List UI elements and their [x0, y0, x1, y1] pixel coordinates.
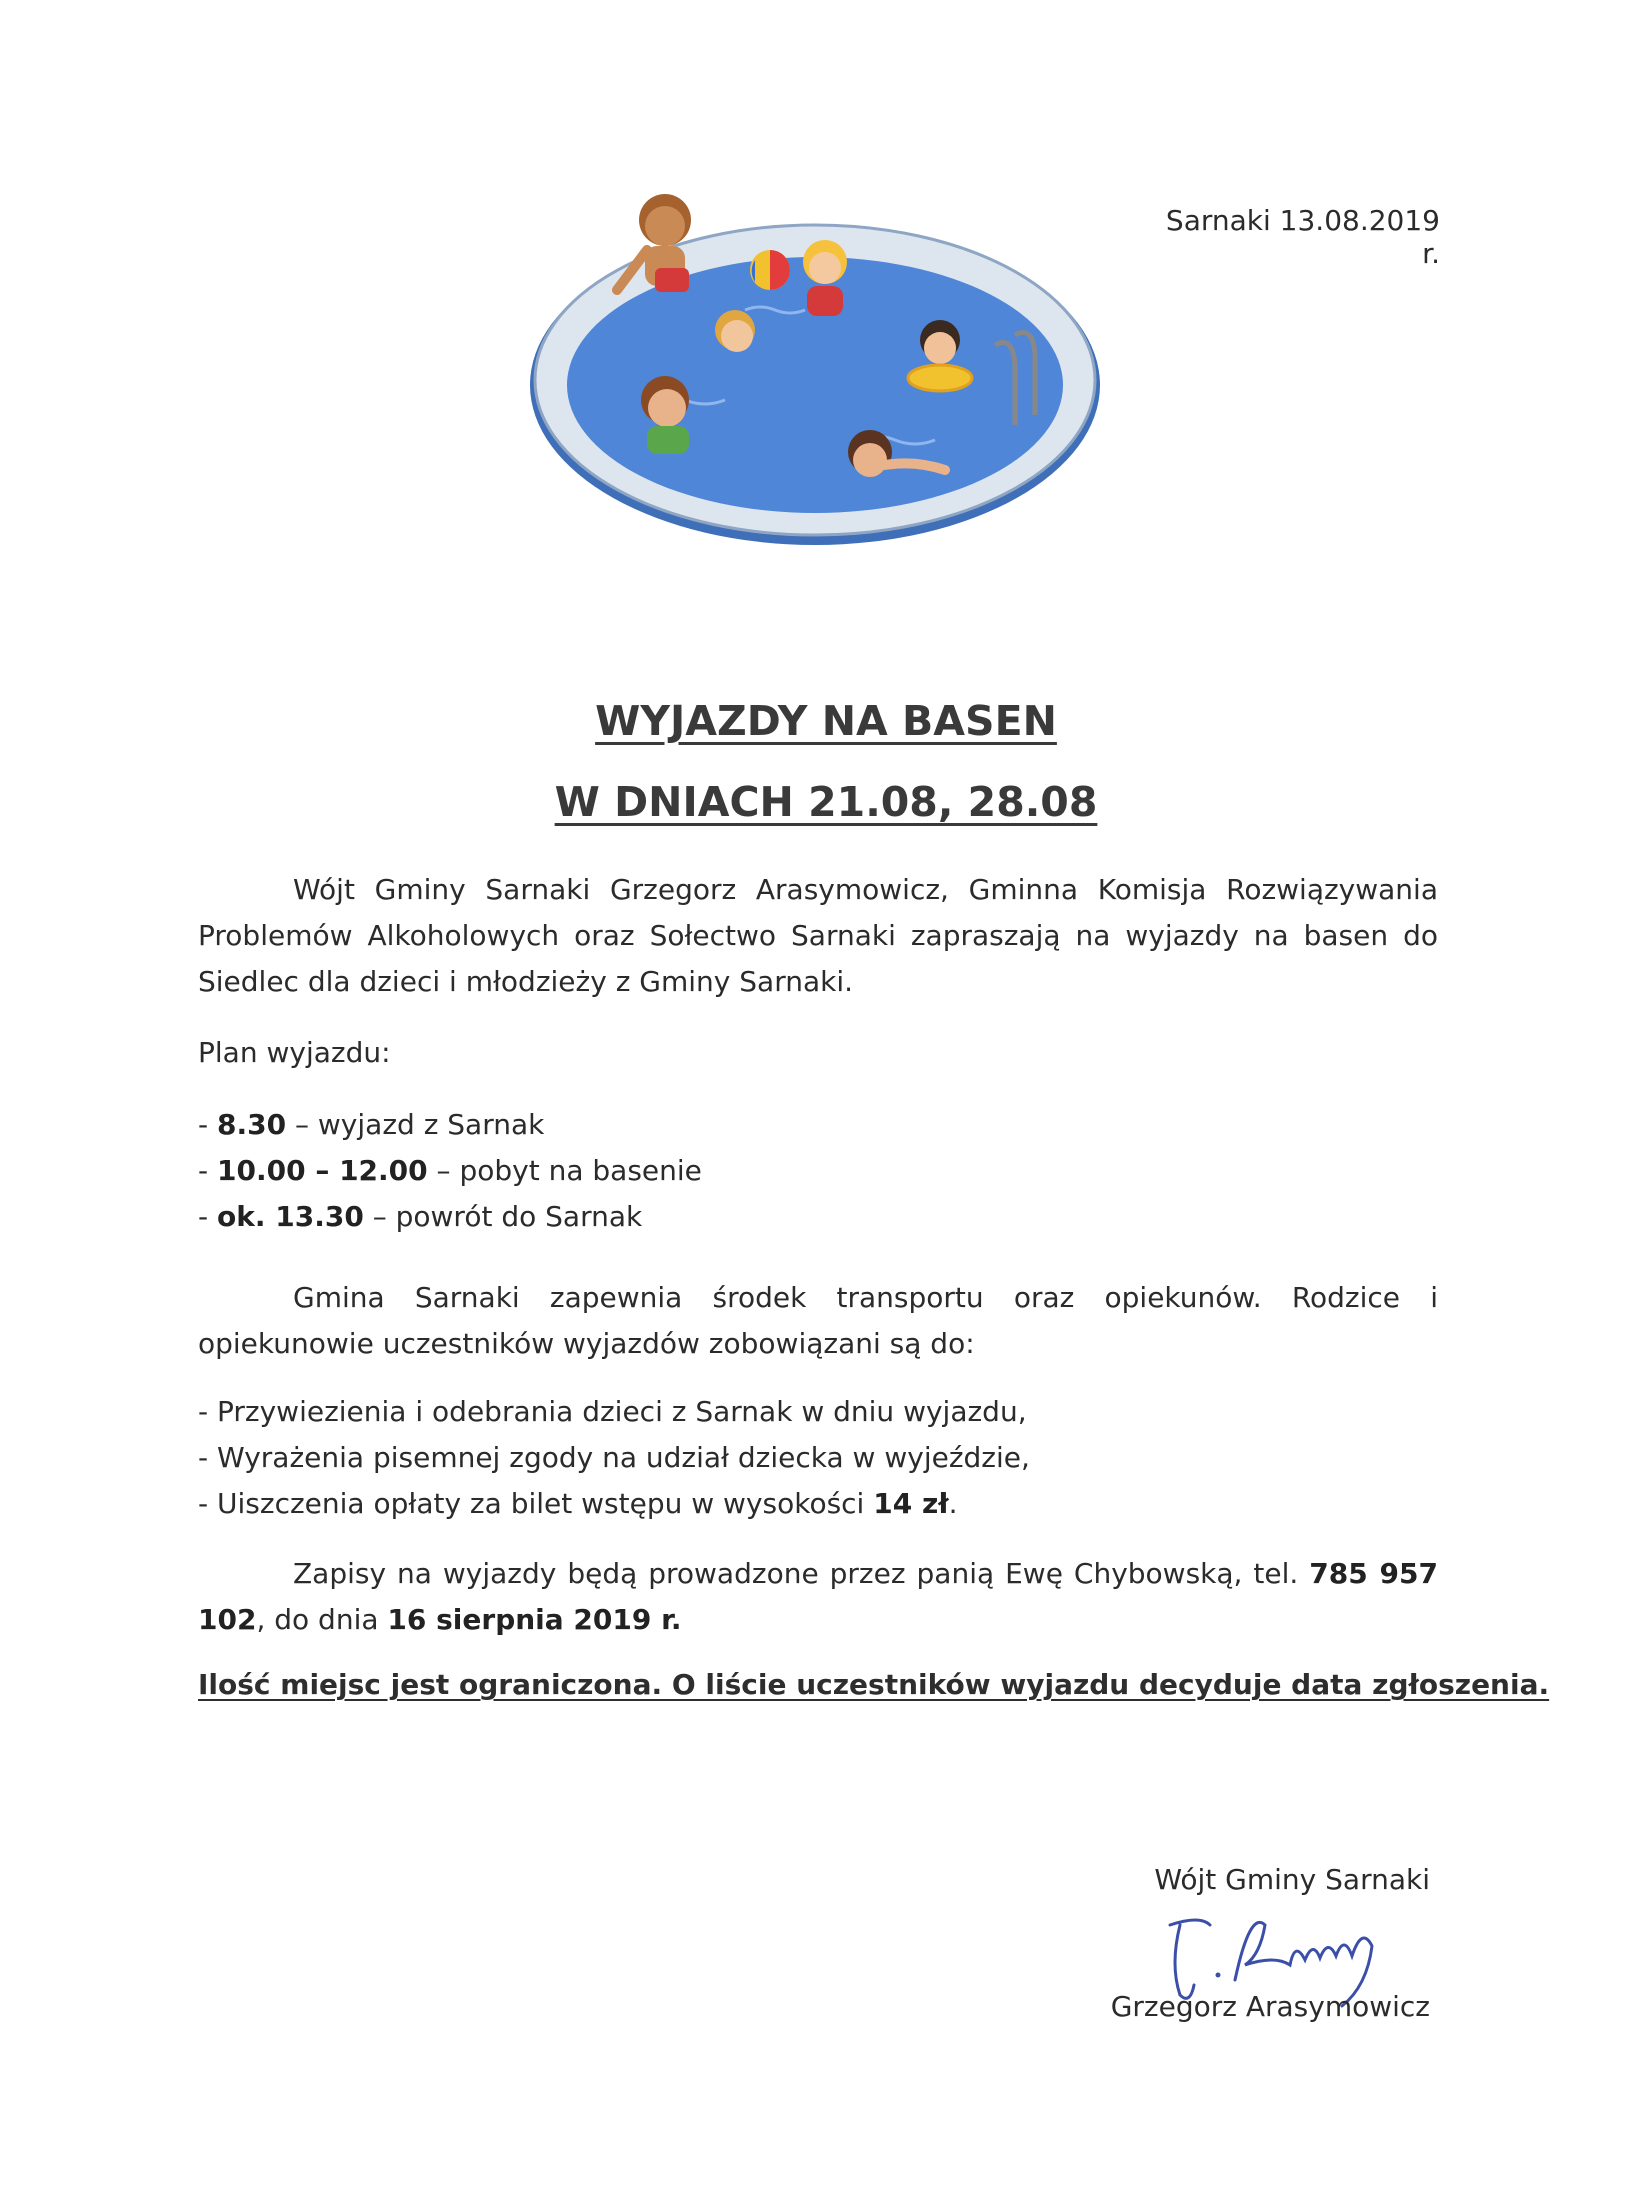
plan-label: Plan wyjazdu:: [198, 1036, 391, 1069]
plan-item-text: – pobyt na basenie: [427, 1154, 702, 1187]
signatory-name: Grzegorz Arasymowicz: [1110, 1990, 1430, 2023]
plan-item-time: 8.30: [217, 1108, 287, 1141]
duty-item: [198, 1481, 1438, 1527]
duty-item: - Przywiezienia i odebrania dzieci z Sarnak w dniu wyjazdu,: [198, 1395, 1027, 1428]
fee-amount: 14 zł: [873, 1487, 949, 1520]
duty-item: - Wyrażenia pisemnej zgody na udział dziecka w wyjeździe,: [198, 1441, 1030, 1474]
plan-item: - ok. 13.30 – powrót do Sarnak: [198, 1200, 643, 1233]
title-line-2: W DNIACH 21.08, 28.08: [554, 778, 1098, 826]
signatory-title: Wójt Gminy Sarnaki: [1154, 1863, 1430, 1896]
duty-item-text: - Uiszczenia opłaty za bilet wstępu w wysokości: [198, 1487, 874, 1520]
title-line-1: WYJAZDY NA BASEN: [595, 697, 1057, 745]
signup-deadline: 16 sierpnia 2019 r.: [387, 1603, 682, 1636]
plan-list: [198, 1102, 1438, 1240]
transport-paragraph: Gmina Sarnaki zapewnia środek transportu oraz opiekunów. Rodzice i opiekunowie uczestników wyjazdów zobowiązani są do:: [198, 1281, 1438, 1360]
duties-list: [198, 1389, 1438, 1527]
duty-item-suffix: .: [948, 1487, 958, 1520]
plan-item: - 10.00 – 12.00 – pobyt na basenie: [198, 1154, 702, 1187]
plan-item-text: – wyjazd z Sarnak: [286, 1108, 545, 1141]
plan-item-time: 10.00 – 12.00: [217, 1154, 428, 1187]
intro-paragraph: Wójt Gminy Sarnaki Grzegorz Arasymowicz, Gminna Komisja Rozwiązywania Problemów Alkoholowych oraz Sołectwo Sarnaki zapraszają na wyjazdy na basen do Siedlec dla dzieci i młodzieży z Gminy Sarnaki.: [198, 873, 1438, 998]
capacity-notice: Ilość miejsc jest ograniczona. O liście uczestników wyjazdu decyduje data zgłoszenia.: [198, 1668, 1550, 1701]
document-date: Sarnaki 13.08.2019 r.: [1165, 204, 1440, 270]
plan-item-time: ok. 13.30: [217, 1200, 364, 1233]
plan-item: - 8.30 – wyjazd z Sarnak: [198, 1108, 545, 1141]
signup-text-2: , do dnia: [256, 1603, 388, 1636]
signup-paragraph: [198, 1551, 1438, 1643]
pool-illustration: [525, 190, 1105, 560]
signup-text: Zapisy na wyjazdy będą prowadzone przez panią Ewę Chybowską, tel.: [293, 1557, 1310, 1590]
plan-item-text: – powrót do Sarnak: [363, 1200, 643, 1233]
contact-phone: 785 957 102: [198, 1557, 1438, 1636]
